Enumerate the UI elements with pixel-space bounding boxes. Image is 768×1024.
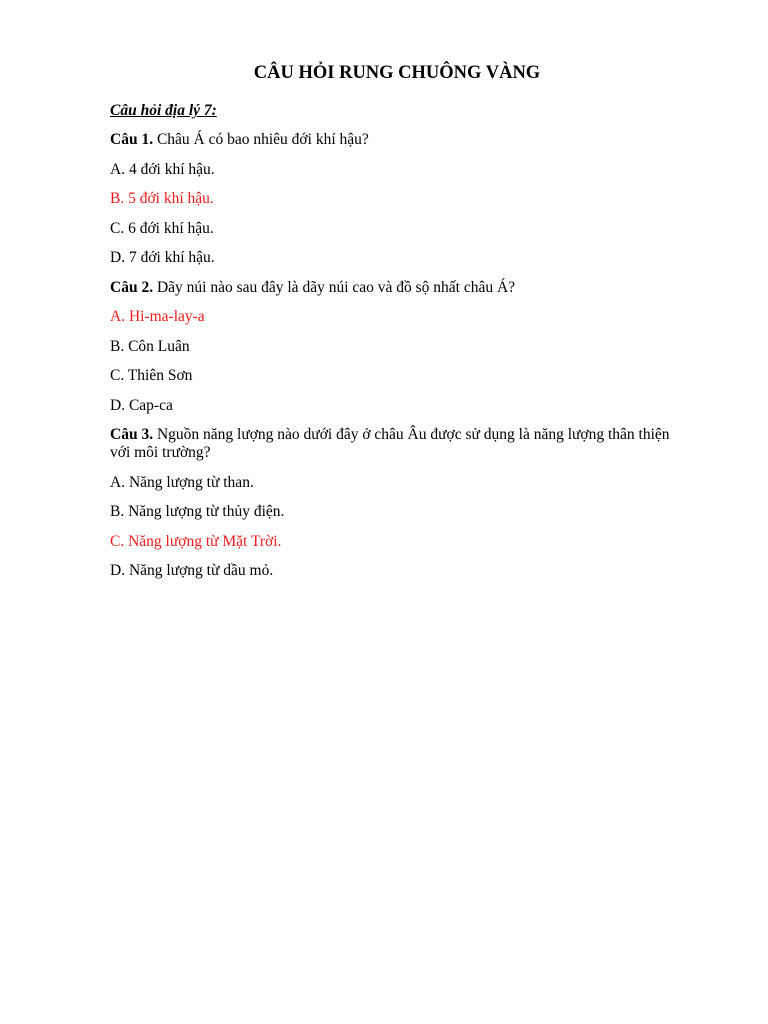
answer-option: C. Thiên Sơn [110,367,193,384]
answer-option: A. 4 đới khí hậu. [110,160,215,178]
answer-option: C. 6 đới khí hậu. [110,219,214,237]
answer-option: B. Năng lượng từ thủy điện. [110,503,285,520]
question-3-text: Nguồn năng lượng nào dưới đây ở châu Âu được sử dụng là năng lượng thân thiện với môi trường? [110,426,670,461]
answer-option-correct: A. Hi-ma-lay-a [110,308,205,325]
answer-option: D. 7 đới khí hậu. [110,249,215,266]
question-1-text: Châu Á có bao nhiêu đới khí hậu? [153,131,369,148]
question-3 [110,426,670,462]
question-2-text: Dãy núi nào sau đây là dãy núi cao và đồ sộ nhất châu Á? [153,278,516,296]
answer-option: A. Năng lượng từ than. [110,473,254,491]
document-title: CÂU HỎI RUNG CHUÔNG VÀNG [253,63,541,83]
question-1-label: Câu 1. [110,131,154,148]
question-2-label: Câu 2. [110,278,154,296]
answer-option: D. Năng lượng từ dầu mỏ. [110,562,274,579]
question-3-label: Câu 3. [110,426,154,443]
answer-option: B. Côn Luân [110,337,190,355]
answer-option-correct: C. Năng lượng từ Mặt Trời. [110,532,282,550]
document-page [110,62,670,592]
question-1 [110,131,670,149]
question-2 [110,279,670,297]
document-subtitle: Câu hỏi địa lý 7: [110,102,217,119]
answer-option-correct: B. 5 đới khí hậu. [110,190,214,207]
answer-option: D. Cap-ca [110,396,173,414]
